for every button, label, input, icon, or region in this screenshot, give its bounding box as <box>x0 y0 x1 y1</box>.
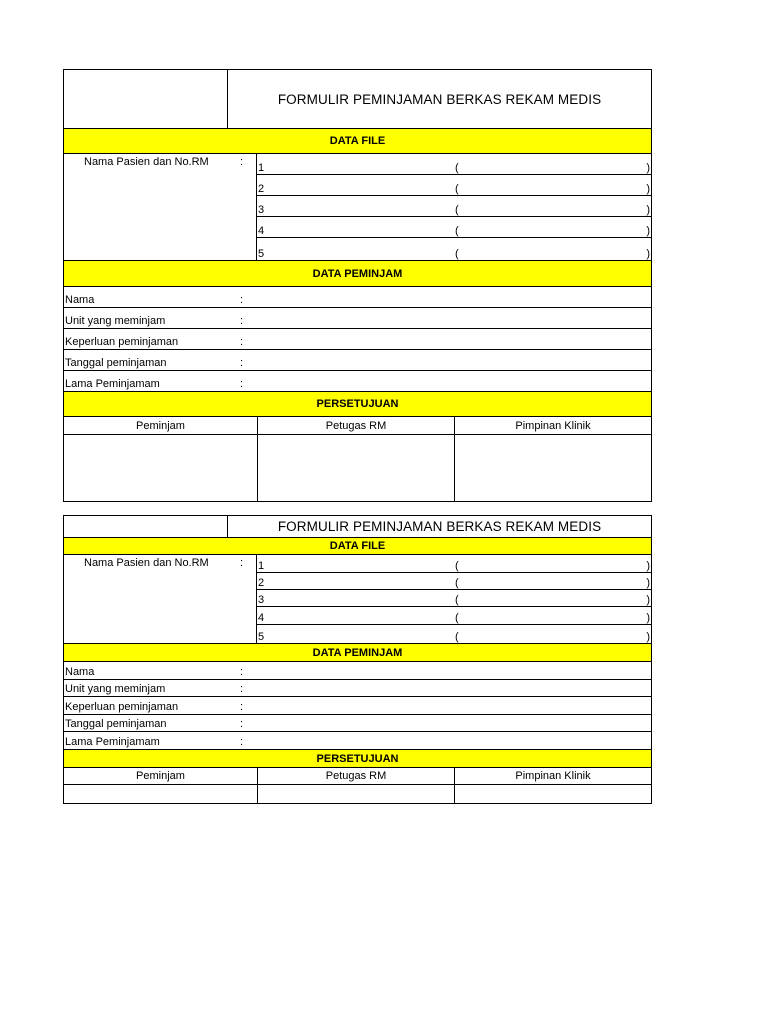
field-nama[interactable] <box>64 662 651 680</box>
logo-cell <box>64 70 228 128</box>
signature-boxes <box>64 785 651 803</box>
entry-open-paren: ( <box>455 204 459 216</box>
entry-number: 1 <box>258 560 265 572</box>
field-label: Keperluan peminjaman <box>65 336 179 348</box>
data-file-section <box>64 555 651 644</box>
patient-entry[interactable] <box>257 154 651 175</box>
signature-box-officer[interactable] <box>258 435 455 501</box>
entry-open-paren: ( <box>455 225 459 237</box>
entry-open-paren: ( <box>455 183 459 195</box>
field-colon: : <box>240 683 244 695</box>
entry-number: 4 <box>258 225 265 237</box>
entry-open-paren: ( <box>455 162 459 174</box>
patient-entry[interactable] <box>257 625 651 643</box>
field-duration[interactable] <box>64 732 651 750</box>
patient-colon: : <box>240 557 244 569</box>
entry-number: 4 <box>258 612 265 624</box>
logo-cell <box>64 516 228 537</box>
patient-entry[interactable] <box>257 196 651 217</box>
field-colon: : <box>240 701 244 713</box>
signature-label-borrower: Peminjam <box>64 417 258 434</box>
entry-close-paren: ) <box>646 162 650 174</box>
loan-form-2 <box>63 515 652 804</box>
entry-close-paren: ) <box>646 577 650 589</box>
data-file-header: DATA FILE <box>64 129 651 154</box>
patient-entry[interactable] <box>257 555 651 573</box>
entry-open-paren: ( <box>455 577 459 589</box>
field-label: Lama Peminjamam <box>65 736 160 748</box>
patient-entries <box>257 555 651 643</box>
signature-box-borrower[interactable] <box>64 435 258 501</box>
field-colon: : <box>240 718 244 730</box>
signature-label-officer: Petugas RM <box>258 417 455 434</box>
entry-number: 3 <box>258 204 265 216</box>
form-title-row <box>64 70 651 129</box>
approval-header: PERSETUJUAN <box>64 750 651 768</box>
entry-open-paren: ( <box>455 612 459 624</box>
entry-close-paren: ) <box>646 560 650 572</box>
data-file-header: DATA FILE <box>64 538 651 555</box>
entry-close-paren: ) <box>646 631 650 643</box>
entry-number: 2 <box>258 183 265 195</box>
field-label: Tanggal peminjaman <box>65 718 167 730</box>
signature-label-officer: Petugas RM <box>258 768 455 784</box>
field-colon: : <box>240 357 244 369</box>
field-colon: : <box>240 666 244 678</box>
field-date[interactable] <box>64 350 651 371</box>
field-unit[interactable] <box>64 308 651 329</box>
signature-labels <box>64 768 651 785</box>
patient-label-cell <box>64 154 257 260</box>
field-purpose[interactable] <box>64 329 651 350</box>
form-title: FORMULIR PEMINJAMAN BERKAS REKAM MEDIS <box>277 91 602 107</box>
field-colon: : <box>240 336 244 348</box>
signature-box-head[interactable] <box>455 785 651 803</box>
signature-label-head: Pimpinan Klinik <box>515 770 591 782</box>
patient-label: Nama Pasien dan No.RM <box>84 156 209 168</box>
patient-entry[interactable] <box>257 217 651 238</box>
patient-entry[interactable] <box>257 590 651 607</box>
signature-box-officer[interactable] <box>258 785 455 803</box>
entry-close-paren: ) <box>646 248 650 260</box>
patient-entry[interactable] <box>257 238 651 260</box>
patient-entries <box>257 154 651 260</box>
entry-close-paren: ) <box>646 612 650 624</box>
entry-number: 1 <box>258 162 265 174</box>
field-nama[interactable] <box>64 287 651 308</box>
form-title: FORMULIR PEMINJAMAN BERKAS REKAM MEDIS <box>277 519 602 534</box>
signature-box-head[interactable] <box>455 435 651 501</box>
signature-boxes <box>64 435 651 501</box>
field-label: Unit yang meminjam <box>65 315 166 327</box>
entry-number: 3 <box>258 594 265 606</box>
entry-close-paren: ) <box>646 204 650 216</box>
patient-label-cell <box>64 555 257 643</box>
patient-entry[interactable] <box>257 607 651 625</box>
entry-close-paren: ) <box>646 183 650 195</box>
entry-open-paren: ( <box>455 248 459 260</box>
field-colon: : <box>240 736 244 748</box>
field-label: Unit yang meminjam <box>65 683 166 695</box>
entry-number: 5 <box>258 631 265 643</box>
patient-entry[interactable] <box>257 573 651 590</box>
entry-close-paren: ) <box>646 594 650 606</box>
field-label: Lama Peminjamam <box>65 378 160 390</box>
signature-label-borrower: Peminjam <box>64 768 258 784</box>
signature-labels <box>64 417 651 435</box>
field-purpose[interactable] <box>64 697 651 715</box>
field-colon: : <box>240 315 244 327</box>
loan-form-1 <box>63 69 652 502</box>
field-label: Nama <box>65 666 95 678</box>
entry-number: 5 <box>258 248 265 260</box>
field-label: Nama <box>65 294 95 306</box>
entry-close-paren: ) <box>646 225 650 237</box>
patient-label: Nama Pasien dan No.RM <box>84 557 209 569</box>
form-title-row <box>64 516 651 538</box>
data-file-section <box>64 154 651 261</box>
signature-label-head: Pimpinan Klinik <box>515 419 591 432</box>
patient-entry[interactable] <box>257 175 651 196</box>
signature-box-borrower[interactable] <box>64 785 258 803</box>
approval-header: PERSETUJUAN <box>64 392 651 417</box>
entry-open-paren: ( <box>455 631 459 643</box>
entry-open-paren: ( <box>455 594 459 606</box>
field-colon: : <box>240 378 244 390</box>
borrower-header: DATA PEMINJAM <box>64 261 651 287</box>
borrower-header: DATA PEMINJAM <box>64 644 651 662</box>
field-duration[interactable] <box>64 371 651 392</box>
patient-colon: : <box>240 156 244 168</box>
entry-number: 2 <box>258 577 265 589</box>
field-label: Tanggal peminjaman <box>65 357 167 369</box>
entry-open-paren: ( <box>455 560 459 572</box>
field-unit[interactable] <box>64 680 651 697</box>
field-colon: : <box>240 294 244 306</box>
field-date[interactable] <box>64 715 651 732</box>
field-label: Keperluan peminjaman <box>65 701 179 713</box>
